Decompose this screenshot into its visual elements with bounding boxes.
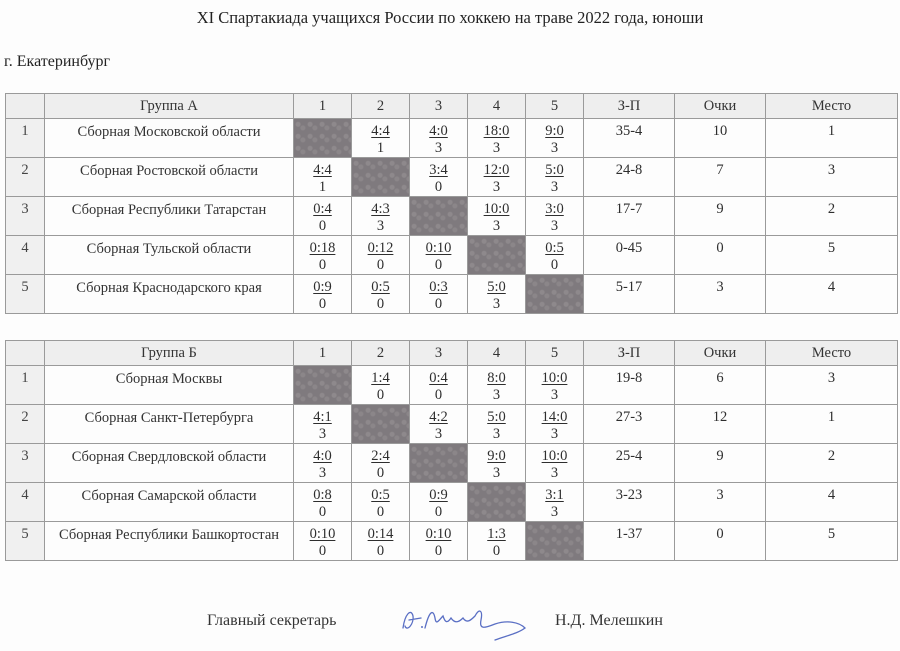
match-points: 3 <box>550 218 559 234</box>
match-points: 3 <box>318 465 327 481</box>
header-col-2: 2 <box>352 341 410 366</box>
match-points: 3 <box>550 426 559 442</box>
row-number: 4 <box>6 483 45 522</box>
final-place: 3 <box>766 366 898 405</box>
row-number: 5 <box>6 522 45 561</box>
match-points: 0 <box>318 218 327 234</box>
match-score: 0:3 <box>429 279 448 295</box>
match-score: 10:0 <box>483 201 510 217</box>
match-score: 4:2 <box>429 409 448 425</box>
total-points: 9 <box>675 197 766 236</box>
header-col-1: 1 <box>294 341 352 366</box>
match-result-cell <box>468 158 526 197</box>
signer-role: Главный секретарь <box>207 612 337 629</box>
table-row <box>6 405 898 444</box>
match-score: 10:0 <box>541 370 568 386</box>
header-goals: З-П <box>584 94 675 119</box>
match-result-cell <box>410 158 468 197</box>
self-match-cell <box>410 444 468 483</box>
header-points: Очки <box>675 341 766 366</box>
match-result-cell <box>410 522 468 561</box>
final-place: 1 <box>766 119 898 158</box>
match-score: 10:0 <box>541 448 568 464</box>
match-score: 3:0 <box>545 201 564 217</box>
table-row <box>6 119 898 158</box>
match-points: 0 <box>318 296 327 312</box>
self-match-cell <box>352 405 410 444</box>
match-score: 0:10 <box>425 526 452 542</box>
match-score: 8:0 <box>487 370 506 386</box>
total-points: 0 <box>675 236 766 275</box>
table-row <box>6 366 898 405</box>
group-a-table <box>5 93 898 314</box>
match-points: 0 <box>434 543 443 559</box>
match-points: 0 <box>434 296 443 312</box>
row-number: 2 <box>6 158 45 197</box>
self-match-cell <box>468 483 526 522</box>
match-points: 1 <box>376 140 385 156</box>
match-score: 0:5 <box>545 240 564 256</box>
match-result-cell <box>410 366 468 405</box>
match-points: 3 <box>492 465 501 481</box>
total-points: 10 <box>675 119 766 158</box>
match-result-cell <box>294 158 352 197</box>
header-place: Место <box>766 341 898 366</box>
match-points: 0 <box>318 543 327 559</box>
match-points: 0 <box>376 257 385 273</box>
goal-difference: 1-37 <box>584 522 675 561</box>
match-score: 4:1 <box>313 409 332 425</box>
match-score: 1:3 <box>487 526 506 542</box>
match-score: 14:0 <box>541 409 568 425</box>
match-result-cell <box>352 119 410 158</box>
match-points: 3 <box>550 140 559 156</box>
city-label: г. Екатеринбург <box>4 53 111 70</box>
row-number: 1 <box>6 119 45 158</box>
final-place: 2 <box>766 197 898 236</box>
total-points: 3 <box>675 483 766 522</box>
self-match-cell <box>294 366 352 405</box>
match-result-cell <box>410 275 468 314</box>
match-result-cell <box>410 236 468 275</box>
match-score: 4:0 <box>313 448 332 464</box>
match-points: 3 <box>434 140 443 156</box>
goal-difference: 19-8 <box>584 366 675 405</box>
match-points: 3 <box>492 140 501 156</box>
final-place: 4 <box>766 275 898 314</box>
match-score: 2:4 <box>371 448 390 464</box>
header-col-3: 3 <box>410 341 468 366</box>
match-result-cell <box>352 522 410 561</box>
match-result-cell <box>468 444 526 483</box>
goal-difference: 0-45 <box>584 236 675 275</box>
total-points: 0 <box>675 522 766 561</box>
header-col-4: 4 <box>468 341 526 366</box>
match-result-cell <box>468 522 526 561</box>
match-result-cell <box>468 405 526 444</box>
match-score: 0:4 <box>313 201 332 217</box>
match-score: 0:5 <box>371 279 390 295</box>
match-result-cell <box>526 483 584 522</box>
match-points: 0 <box>434 504 443 520</box>
match-score: 4:4 <box>371 123 390 139</box>
self-match-cell <box>468 236 526 275</box>
match-points: 3 <box>492 218 501 234</box>
group-name: Группа Б <box>45 341 294 366</box>
match-points: 3 <box>318 426 327 442</box>
team-name: Сборная Московской области <box>45 119 294 158</box>
table-row <box>6 275 898 314</box>
match-score: 0:5 <box>371 487 390 503</box>
team-name: Сборная Краснодарского края <box>45 275 294 314</box>
team-name: Сборная Свердловской области <box>45 444 294 483</box>
header-col-5: 5 <box>526 94 584 119</box>
match-points: 3 <box>550 179 559 195</box>
final-place: 4 <box>766 483 898 522</box>
total-points: 7 <box>675 158 766 197</box>
match-points: 0 <box>434 179 443 195</box>
header-goals: З-П <box>584 341 675 366</box>
match-result-cell <box>294 405 352 444</box>
match-score: 0:14 <box>367 526 394 542</box>
match-result-cell <box>294 197 352 236</box>
match-result-cell <box>468 366 526 405</box>
table-row <box>6 444 898 483</box>
match-result-cell <box>526 158 584 197</box>
final-place: 1 <box>766 405 898 444</box>
final-place: 3 <box>766 158 898 197</box>
match-score: 4:0 <box>429 123 448 139</box>
goal-difference: 24-8 <box>584 158 675 197</box>
final-place: 2 <box>766 444 898 483</box>
match-score: 4:4 <box>313 162 332 178</box>
team-name: Сборная Ростовской области <box>45 158 294 197</box>
match-points: 0 <box>434 257 443 273</box>
match-points: 0 <box>376 504 385 520</box>
header-place: Место <box>766 94 898 119</box>
match-result-cell <box>468 197 526 236</box>
table-row <box>6 158 898 197</box>
team-name: Сборная Тульской области <box>45 236 294 275</box>
match-score: 3:4 <box>429 162 448 178</box>
final-place: 5 <box>766 236 898 275</box>
match-result-cell <box>294 275 352 314</box>
match-result-cell <box>410 405 468 444</box>
self-match-cell <box>410 197 468 236</box>
match-result-cell <box>468 275 526 314</box>
total-points: 6 <box>675 366 766 405</box>
signer-name: Н.Д. Мелешкин <box>555 612 663 629</box>
match-points: 3 <box>550 465 559 481</box>
match-points: 3 <box>550 387 559 403</box>
team-name: Сборная Республики Татарстан <box>45 197 294 236</box>
header-num <box>6 94 45 119</box>
table-row <box>6 483 898 522</box>
match-points: 0 <box>376 543 385 559</box>
match-points: 3 <box>376 218 385 234</box>
match-result-cell <box>352 444 410 483</box>
goal-difference: 27-3 <box>584 405 675 444</box>
match-result-cell <box>352 197 410 236</box>
group-b-table <box>5 340 898 561</box>
match-result-cell <box>294 236 352 275</box>
match-result-cell <box>410 483 468 522</box>
match-score: 0:9 <box>313 279 332 295</box>
match-score: 5:0 <box>545 162 564 178</box>
match-result-cell <box>526 444 584 483</box>
header-col-1: 1 <box>294 94 352 119</box>
match-points: 3 <box>492 179 501 195</box>
match-points: 0 <box>318 257 327 273</box>
match-score: 0:10 <box>425 240 452 256</box>
match-score: 12:0 <box>483 162 510 178</box>
match-result-cell <box>526 366 584 405</box>
self-match-cell <box>526 522 584 561</box>
match-result-cell <box>294 522 352 561</box>
match-score: 18:0 <box>483 123 510 139</box>
match-points: 1 <box>318 179 327 195</box>
team-name: Сборная Москвы <box>45 366 294 405</box>
header-col-5: 5 <box>526 341 584 366</box>
row-number: 2 <box>6 405 45 444</box>
table-row <box>6 236 898 275</box>
match-points: 0 <box>376 387 385 403</box>
match-score: 0:8 <box>313 487 332 503</box>
team-name: Сборная Самарской области <box>45 483 294 522</box>
match-result-cell <box>294 483 352 522</box>
match-result-cell <box>526 405 584 444</box>
match-result-cell <box>526 119 584 158</box>
header-col-3: 3 <box>410 94 468 119</box>
goal-difference: 25-4 <box>584 444 675 483</box>
match-points: 3 <box>550 504 559 520</box>
match-result-cell <box>352 236 410 275</box>
header-col-4: 4 <box>468 94 526 119</box>
match-points: 0 <box>318 504 327 520</box>
self-match-cell <box>352 158 410 197</box>
match-score: 0:12 <box>367 240 394 256</box>
match-result-cell <box>526 236 584 275</box>
match-points: 0 <box>550 257 559 273</box>
team-name: Сборная Республики Башкортостан <box>45 522 294 561</box>
header-num <box>6 341 45 366</box>
match-result-cell <box>294 444 352 483</box>
match-score: 5:0 <box>487 279 506 295</box>
document-title: XI Спартакиада учащихся России по хоккею на траве 2022 года, юноши <box>196 8 704 27</box>
goal-difference: 17-7 <box>584 197 675 236</box>
total-points: 9 <box>675 444 766 483</box>
header-points: Очки <box>675 94 766 119</box>
goal-difference: 5-17 <box>584 275 675 314</box>
goal-difference: 3-23 <box>584 483 675 522</box>
match-points: 0 <box>376 296 385 312</box>
match-points: 3 <box>492 296 501 312</box>
match-result-cell <box>526 197 584 236</box>
header-col-2: 2 <box>352 94 410 119</box>
match-points: 3 <box>434 426 443 442</box>
match-score: 9:0 <box>487 448 506 464</box>
match-score: 9:0 <box>545 123 564 139</box>
group-name: Группа А <box>45 94 294 119</box>
row-number: 3 <box>6 197 45 236</box>
self-match-cell <box>526 275 584 314</box>
total-points: 3 <box>675 275 766 314</box>
row-number: 1 <box>6 366 45 405</box>
goal-difference: 35-4 <box>584 119 675 158</box>
match-result-cell <box>352 366 410 405</box>
match-score: 0:4 <box>429 370 448 386</box>
team-name: Сборная Санкт-Петербурга <box>45 405 294 444</box>
table-row <box>6 197 898 236</box>
match-result-cell <box>352 275 410 314</box>
match-points: 3 <box>492 426 501 442</box>
row-number: 5 <box>6 275 45 314</box>
row-number: 3 <box>6 444 45 483</box>
row-number: 4 <box>6 236 45 275</box>
match-score: 0:18 <box>309 240 336 256</box>
signature-icon <box>395 600 545 649</box>
table-header-row <box>6 341 898 366</box>
match-score: 0:9 <box>429 487 448 503</box>
match-result-cell <box>352 483 410 522</box>
table-header-row <box>6 94 898 119</box>
match-points: 0 <box>434 387 443 403</box>
match-score: 4:3 <box>371 201 390 217</box>
match-score: 1:4 <box>371 370 390 386</box>
match-score: 3:1 <box>545 487 564 503</box>
match-points: 0 <box>492 543 501 559</box>
total-points: 12 <box>675 405 766 444</box>
match-score: 0:10 <box>309 526 336 542</box>
final-place: 5 <box>766 522 898 561</box>
match-score: 5:0 <box>487 409 506 425</box>
match-points: 3 <box>492 387 501 403</box>
match-result-cell <box>468 119 526 158</box>
match-result-cell <box>410 119 468 158</box>
match-points: 0 <box>376 465 385 481</box>
self-match-cell <box>294 119 352 158</box>
table-row <box>6 522 898 561</box>
